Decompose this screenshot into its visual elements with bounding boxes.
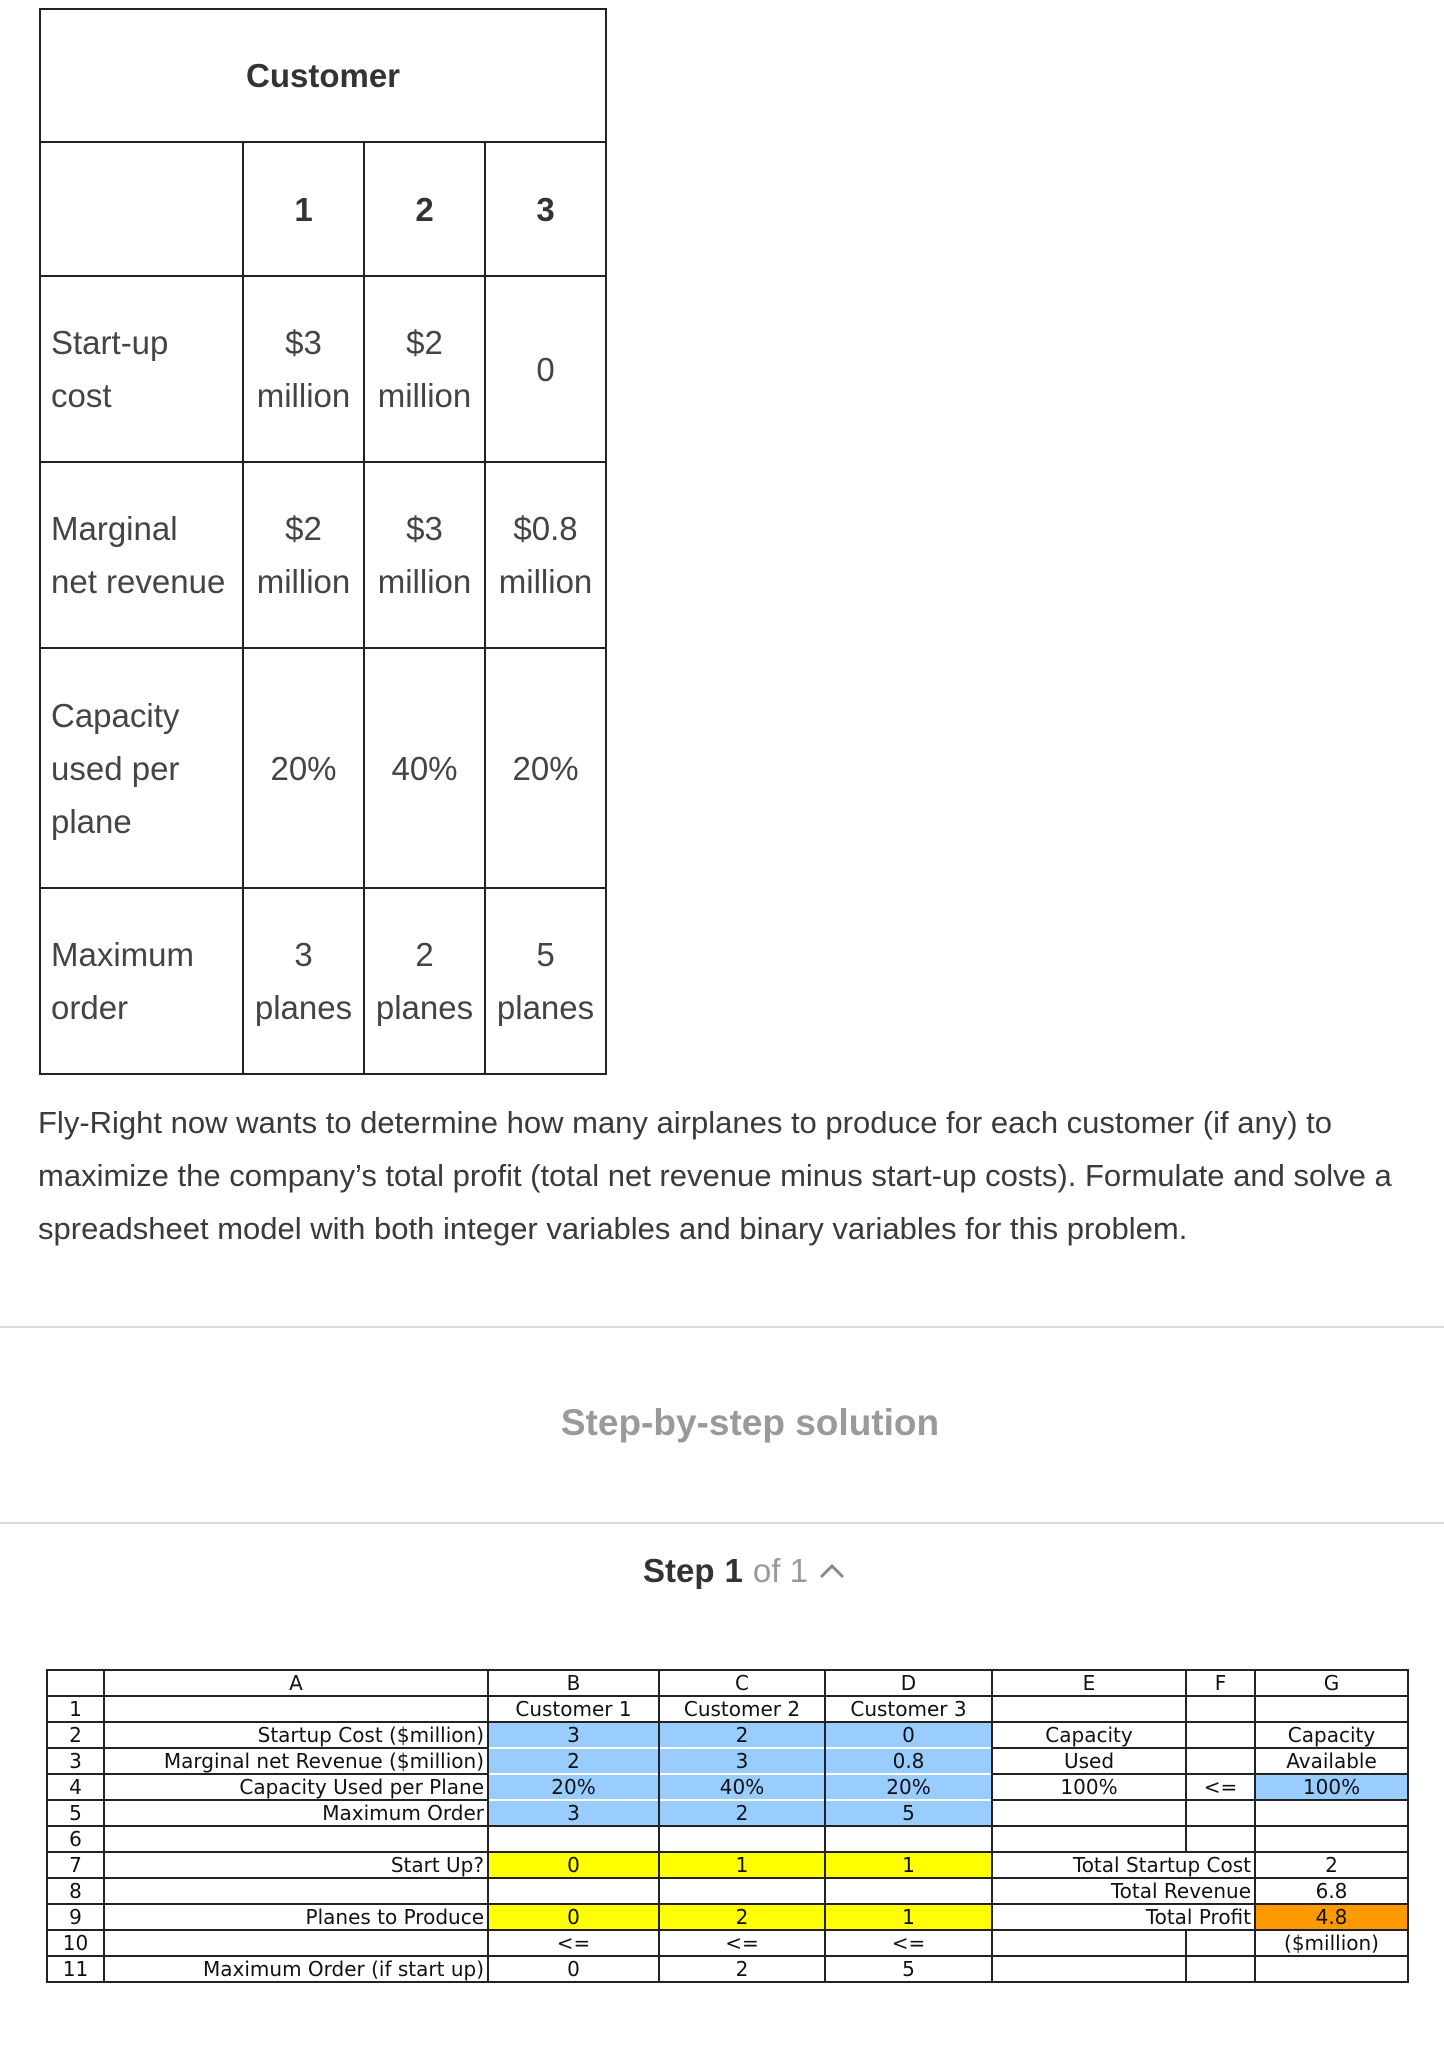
total-revenue-label: Total Revenue: [992, 1878, 1255, 1904]
capacity-available-header-1: Capacity: [1255, 1722, 1408, 1748]
cell-g1: [1255, 1696, 1408, 1722]
maximum-order-2: 2 planes: [364, 888, 485, 1074]
customer-data-table: [39, 8, 607, 1075]
startup-cost-2: $2 million: [364, 276, 485, 462]
cell-a1: [104, 1696, 488, 1722]
customer-3-header: 3: [485, 142, 606, 276]
capacity-available-value: 100%: [1255, 1774, 1408, 1800]
capacity-used-header-1: Capacity: [992, 1722, 1186, 1748]
start-up-cell[interactable]: 1: [825, 1852, 992, 1878]
customer-2-header: 2: [364, 142, 485, 276]
planes-to-produce-cell[interactable]: 0: [488, 1904, 659, 1930]
column-header-a: A: [104, 1670, 488, 1696]
cell-b6: [488, 1826, 659, 1852]
cell-c6: [659, 1826, 825, 1852]
column-header-c: C: [659, 1670, 825, 1696]
total-startup-cost-value: 2: [1255, 1852, 1408, 1878]
capacity-available-header-2: Available: [1255, 1748, 1408, 1774]
column-header-b: B: [488, 1670, 659, 1696]
row-number: 6: [47, 1826, 104, 1852]
max-order-if-start-up-cell: 2: [659, 1956, 825, 1982]
row-label-maximum-order: Maximum order: [40, 888, 243, 1074]
capacity-used-3: 20%: [485, 648, 606, 888]
row-number: 2: [47, 1722, 104, 1748]
maximum-order-cell: 5: [825, 1800, 992, 1826]
cell-d6: [825, 1826, 992, 1852]
cell-c8: [659, 1878, 825, 1904]
divider-top: [0, 1326, 1444, 1328]
cell-e10: [992, 1930, 1186, 1956]
row-label-marginal-revenue: Marginal net revenue: [40, 462, 243, 648]
cell-f6: [1186, 1826, 1255, 1852]
capacity-used-value: 100%: [992, 1774, 1186, 1800]
startup-cost-cell: 3: [488, 1722, 659, 1748]
customer-3-label: Customer 3: [825, 1696, 992, 1722]
cell-a10: [104, 1930, 488, 1956]
row-number: 1: [47, 1696, 104, 1722]
column-header-d: D: [825, 1670, 992, 1696]
cell-g5: [1255, 1800, 1408, 1826]
start-up-label: Start Up?: [104, 1852, 488, 1878]
planes-leq: <=: [659, 1930, 825, 1956]
maximum-order-cell: 3: [488, 1800, 659, 1826]
cell-g11: [1255, 1956, 1408, 1982]
total-startup-cost-label: Total Startup Cost: [992, 1852, 1255, 1878]
cell-e6: [992, 1826, 1186, 1852]
cell-f3: [1186, 1748, 1255, 1774]
maximum-order-label: Maximum Order: [104, 1800, 488, 1826]
capacity-used-2: 40%: [364, 648, 485, 888]
start-up-cell[interactable]: 1: [659, 1852, 825, 1878]
planes-to-produce-cell[interactable]: 2: [659, 1904, 825, 1930]
cell-e11: [992, 1956, 1186, 1982]
column-header-e: E: [992, 1670, 1186, 1696]
maximum-order-cell: 2: [659, 1800, 825, 1826]
row-number: 10: [47, 1930, 104, 1956]
row-number: 7: [47, 1852, 104, 1878]
step-current: 1: [724, 1552, 743, 1589]
cell-a6: [104, 1826, 488, 1852]
start-up-cell[interactable]: 0: [488, 1852, 659, 1878]
planes-to-produce-label: Planes to Produce: [104, 1904, 488, 1930]
planes-to-produce-cell[interactable]: 1: [825, 1904, 992, 1930]
capacity-per-plane-cell: 40%: [659, 1774, 825, 1800]
column-header-g: G: [1255, 1670, 1408, 1696]
capacity-per-plane-cell: 20%: [488, 1774, 659, 1800]
divider-bottom: [0, 1522, 1444, 1524]
cell-f2: [1186, 1722, 1255, 1748]
max-order-if-start-up-label: Maximum Order (if start up): [104, 1956, 488, 1982]
row-number: 3: [47, 1748, 104, 1774]
planes-leq: <=: [825, 1930, 992, 1956]
chevron-up-icon[interactable]: [818, 1556, 846, 1587]
marginal-revenue-cell: 0.8: [825, 1748, 992, 1774]
row-label-capacity-used: Capacity used per plane: [40, 648, 243, 888]
corner-cell: [47, 1670, 104, 1696]
cell-f1: [1186, 1696, 1255, 1722]
capacity-per-plane-cell: 20%: [825, 1774, 992, 1800]
empty-corner-cell: [40, 142, 243, 276]
marginal-revenue-cell: 2: [488, 1748, 659, 1774]
step-total: of 1: [752, 1552, 808, 1589]
row-number: 9: [47, 1904, 104, 1930]
solution-heading: Step-by-step solution: [560, 1402, 940, 1443]
capacity-used-1: 20%: [243, 648, 364, 888]
max-order-if-start-up-cell: 0: [488, 1956, 659, 1982]
customer-1-header: 1: [243, 142, 364, 276]
startup-cost-3: 0: [485, 276, 606, 462]
total-profit-value: 4.8: [1255, 1904, 1408, 1930]
cell-f10: [1186, 1930, 1255, 1956]
capacity-used-header-2: Used: [992, 1748, 1186, 1774]
marginal-revenue-2: $3 million: [364, 462, 485, 648]
customer-header: Customer: [40, 9, 606, 142]
capacity-leq: <=: [1186, 1774, 1255, 1800]
cell-e5: [992, 1800, 1186, 1826]
startup-cost-1: $3 million: [243, 276, 364, 462]
marginal-revenue-cell: 3: [659, 1748, 825, 1774]
cell-e1: [992, 1696, 1186, 1722]
planes-leq: <=: [488, 1930, 659, 1956]
cell-g6: [1255, 1826, 1408, 1852]
max-order-if-start-up-cell: 5: [825, 1956, 992, 1982]
row-number: 8: [47, 1878, 104, 1904]
startup-cost-label: Startup Cost ($million): [104, 1722, 488, 1748]
marginal-revenue-label: Marginal net Revenue ($million): [104, 1748, 488, 1774]
cell-f5: [1186, 1800, 1255, 1826]
total-profit-label: Total Profit: [992, 1904, 1255, 1930]
customer-2-label: Customer 2: [659, 1696, 825, 1722]
step-label: Step: [643, 1552, 715, 1589]
solution-spreadsheet: [46, 1669, 1409, 1983]
column-header-f: F: [1186, 1670, 1255, 1696]
customer-1-label: Customer 1: [488, 1696, 659, 1722]
capacity-per-plane-label: Capacity Used per Plane: [104, 1774, 488, 1800]
startup-cost-cell: 2: [659, 1722, 825, 1748]
marginal-revenue-3: $0.8 million: [485, 462, 606, 648]
unit-note: ($million): [1255, 1930, 1408, 1956]
cell-a8: [104, 1878, 488, 1904]
maximum-order-3: 5 planes: [485, 888, 606, 1074]
row-label-startup-cost: Start-up cost: [40, 276, 243, 462]
row-number: 4: [47, 1774, 104, 1800]
total-revenue-value: 6.8: [1255, 1878, 1408, 1904]
row-number: 11: [47, 1956, 104, 1982]
cell-d8: [825, 1878, 992, 1904]
row-number: 5: [47, 1800, 104, 1826]
marginal-revenue-1: $2 million: [243, 462, 364, 648]
step-indicator[interactable]: [643, 1552, 846, 1590]
cell-f11: [1186, 1956, 1255, 1982]
cell-b8: [488, 1878, 659, 1904]
problem-statement: Fly-Right now wants to determine how many airplanes to produce for each customer (if any) to maximize the company’s total profit (total net revenue minus start-up costs). Formulate and solve a spreadsheet model with both integer variables and binary variables for this problem.: [38, 1105, 1392, 1246]
maximum-order-1: 3 planes: [243, 888, 364, 1074]
startup-cost-cell: 0: [825, 1722, 992, 1748]
